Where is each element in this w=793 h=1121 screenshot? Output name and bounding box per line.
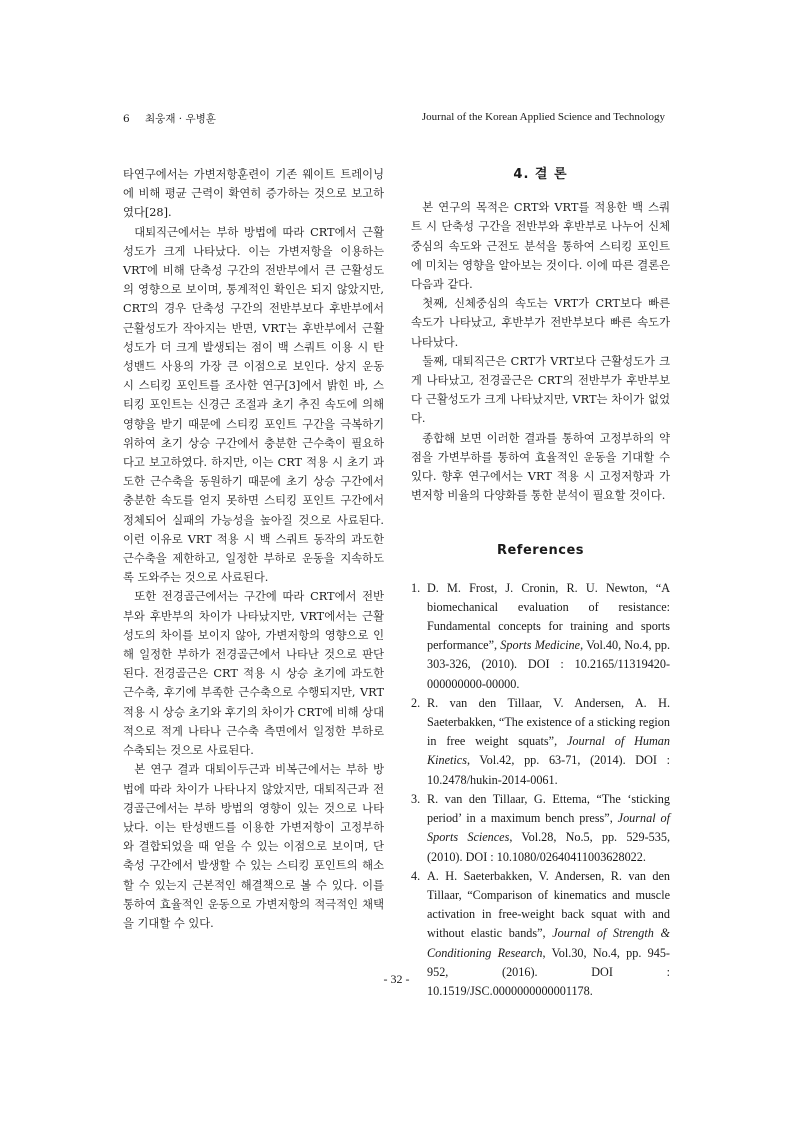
reference-details: , Vol.28, No.5, pp. 529-535, (2010). DOI : 10.1080/02640411003628022. [427, 830, 670, 864]
reference-text: R. van den Tillaar, V. Andersen, A. H. Saeterbakken, “The existence of a sticking region in free weight squats”, [427, 695, 670, 749]
discussion-paragraph-3: 또한 전경골근에서는 구간에 따라 CRT에서 전반부와 후반부의 차이가 나타났지만, VRT에서는 근활성도의 차이를 보이지 않아, 가변저항의 영향으로 인해 일정한 부하가 전경골근에서 나타난 것으로 판단된다. 전경골근은 CRT 적용 시 상승 초기에 과도한 근수축, 후기에 부족한 근수축으로 수행되지만, VRT 적용 시 상승 초기와 후기의 차이가 CRT에 비해 상대적으로 적게 나타나 근수축 측면에서 일정한 부하로 수축되는 것으로 사료된다. [123, 590, 384, 758]
left-column [123, 165, 384, 933]
conclusion-paragraph-2: 첫째, 신체중심의 속도는 VRT가 CRT보다 빠른 속도가 나타났고, 후반부가 전반부보다 빠른 속도가 나타났다. [411, 297, 670, 349]
reference-number: 4. [411, 868, 421, 883]
reference-details: , Vol.40, No.4, pp. 303-326, (2010). DOI : 10.2165/11319420-000000000-00000. [427, 638, 670, 691]
header-page-number: 6 [123, 113, 130, 125]
reference-details: , Vol.30, No.4, pp. 945-952, (2016). DOI : 10.1519/JSC.0000000000001178. [427, 945, 670, 998]
conclusion-heading: 4. 결 론 [513, 167, 568, 182]
page-footer-number: - 32 - [383, 972, 410, 986]
reference-number: 1. [411, 580, 421, 595]
discussion-paragraph-2: 대퇴직근에서는 부하 방법에 따라 CRT에서 근활성도가 크게 나타났다. 이는 가변저항을 이용하는 VRT에 비해 단축성 구간의 전반부에서 큰 근활성도의 영향으로 보이며, 통계적인 확인은 되지 않았지만, CRT의 경우 단축성 구간의 전반부보다 후반부에서 근활성도가 작아지는 반면, VRT는 후반부에서 근활성도가 더 크게 발생되는 점이 백 스쿼트 이용 시 탄성밴드 사용의 가장 큰 이점으로 보인다. 상지 운동 시 스티킹 포인트를 조사한 연구[3]에서 밝힌 바, 스티킹 포인트는 신경근 조절과 초기 추진 속도에 의해 영향을 받기 때문에 스티킹 포인트 구간을 극복하기 위하여 초기 상승 구간에서 충분한 근수축이 필요하다고 보고하였다. 하지만, 이는 CRT 적용 시 초기 과도한 근수축을 동원하기 때문에 초기 상승 구간에서 충분한 속도를 얻지 못하면 스티킹 포인트 구간에서 정체되어 실패의 가능성을 높아질 것으로 사료된다. 이런 이유로 VRT 적용 시 백 스쿼트 동작의 과도한 근수축을 제한하고, 일정한 부하로 운동을 지속하도록 도와주는 것으로 사료된다. [123, 225, 384, 585]
conclusion-paragraph-4: 종합해 보면 이러한 결과를 통하여 고정부하의 약점을 가변부하를 통하여 효율적인 운동을 기대할 수 있다. 향후 연구에서는 VRT 적용 시 고정저항과 가변저항 비율의 다양화를 통한 분석이 필요할 것이다. [411, 431, 670, 503]
reference-item [411, 579, 670, 694]
reference-number: 2. [411, 695, 421, 710]
reference-details: , Vol.42, pp. 63-71, (2014). DOI : 10.2478/hukin-2014-0061. [427, 753, 670, 787]
reference-text: D. M. Frost, J. Cronin, R. U. Newton, “A biomechanical evaluation of resistance: Fundamental concepts for training and sports performance”, [427, 580, 670, 653]
header-authors: 최웅재 · 우병훈 [145, 113, 216, 125]
reference-list [411, 579, 670, 1001]
header-journal-name: Journal of the Korean Applied Science and Technology [421, 111, 665, 123]
reference-journal: Journal of Strength & Conditioning Research [427, 926, 670, 960]
conclusion-paragraph-1: 본 연구의 목적은 CRT와 VRT를 적용한 백 스쿼트 시 단축성 구간을 전반부와 후반부로 나누어 신체중심의 속도와 근전도 분석을 통하여 스티킹 포인트에 미치는 영향을 알아보는 것이다. 이에 따른 결론은 다음과 같다. [411, 201, 670, 292]
right-column [411, 165, 670, 1001]
reference-item [411, 694, 670, 790]
references-heading: References [496, 543, 585, 559]
header-left [123, 111, 216, 126]
running-header [123, 111, 665, 127]
conclusion-paragraph-3: 둘째, 대퇴직근은 CRT가 VRT보다 근활성도가 크게 나타났고, 전경골근은 CRT의 전반부가 후반부보다 근활성도가 크게 나타났지만, VRT는 차이가 없었다. [411, 354, 670, 426]
reference-number: 3. [411, 791, 421, 806]
reference-journal: Sports Medicine [500, 638, 581, 653]
reference-journal: Journal of Human Kinetics [427, 734, 670, 768]
reference-item [411, 790, 670, 867]
reference-text: R. van den Tillaar, G. Ettema, “The ‘sticking period’ in a maximum bench press”, [427, 791, 670, 826]
reference-journal: Journal of Sports Sciences [427, 811, 670, 845]
reference-text: A. H. Saeterbakken, V. Andersen, R. van den Tillaar, “Comparison of kinematics and muscle activation in free-weight back squat with and without elastic bands”, [427, 868, 670, 941]
discussion-paragraph-4: 본 연구 결과 대퇴이두근과 비복근에서는 부하 방법에 따라 차이가 나타나지 않았지만, 대퇴직근과 전경골근에서는 부하 방법의 영향이 있는 것으로 나타났다. 이는 탄성밴드를 이용한 가변저항이 고정부하와 결합되었을 때 얻을 수 있는 이점으로 보이며, 단축성 구간에서 발생할 수 있는 스티킹 포인트의 해소할 수 있는지 근본적인 해결책으로 볼 수 있다. 이를 통하여 효율적인 운동으로 가변저항의 적극적인 채택을 기대할 수 있다. [123, 763, 384, 930]
discussion-paragraph-1: 타연구에서는 가변저항훈련이 기존 웨이트 트레이닝에 비해 평균 근력이 확연히 증가하는 것으로 보고하였다[28]. [123, 168, 384, 220]
